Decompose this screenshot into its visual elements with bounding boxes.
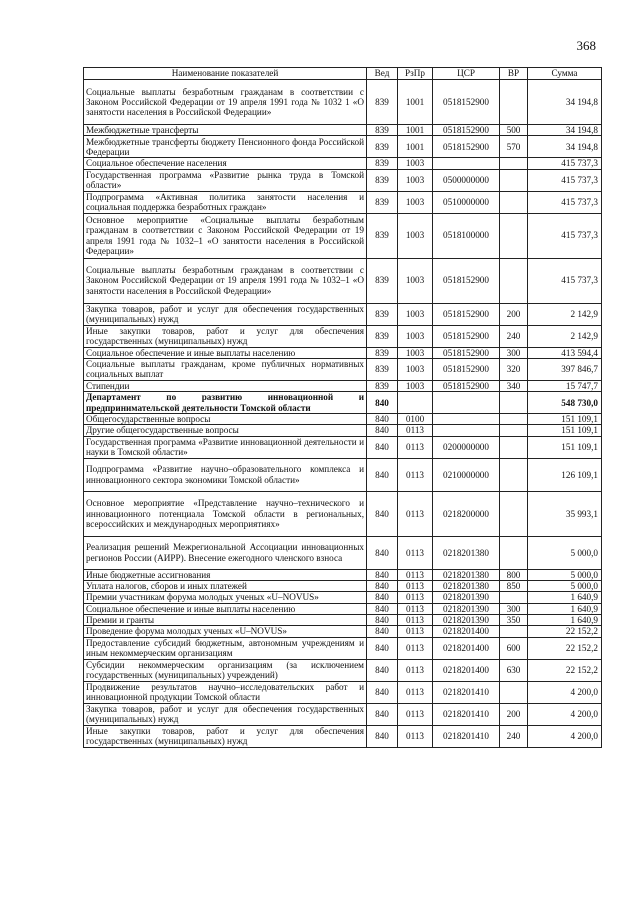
table-row [84, 136, 602, 158]
row-vr [500, 158, 528, 169]
table-row [84, 458, 602, 491]
row-csr: 0518152900 [433, 325, 500, 347]
row-name: Межбюджетные трансферты [84, 125, 367, 136]
row-vr: 200 [500, 303, 528, 325]
row-sum: 22 152,2 [528, 626, 602, 637]
row-csr: 0218201410 [433, 681, 500, 703]
row-ved: 839 [367, 380, 398, 391]
table-row [84, 425, 602, 436]
row-rzpr: 1003 [398, 258, 433, 303]
row-rzpr: 1003 [398, 303, 433, 325]
row-name: Реализация решений Межрегиональной Ассоциации инновационных регионов России (АИРР). Внесение ежегодного членского взноса [84, 536, 367, 569]
row-csr: 0218201400 [433, 626, 500, 637]
row-name: Основное мероприятие «Социальные выплаты безработным гражданам в соответствии с Законом Российской Федерации от 19 апреля 1991 года № 1032–1 «О занятости населения в Российской Федерации» [84, 213, 367, 258]
row-rzpr: 0113 [398, 614, 433, 625]
row-vr: 850 [500, 581, 528, 592]
row-rzpr: 1003 [398, 325, 433, 347]
table-row [84, 626, 602, 637]
row-name: Субсидии некоммерческим организациям (за исключением государственных (муниципальных) учреждений) [84, 659, 367, 681]
row-csr: 0218201410 [433, 725, 500, 747]
row-sum: 2 142,9 [528, 325, 602, 347]
row-vr: 320 [500, 358, 528, 380]
row-vr [500, 425, 528, 436]
row-sum: 4 200,0 [528, 681, 602, 703]
row-vr [500, 592, 528, 603]
row-csr: 0518152900 [433, 136, 500, 158]
row-sum: 22 152,2 [528, 637, 602, 659]
row-ved: 840 [367, 659, 398, 681]
row-csr: 0518152900 [433, 380, 500, 391]
table-row [84, 169, 602, 191]
row-ved: 840 [367, 425, 398, 436]
row-csr: 0218200000 [433, 491, 500, 536]
row-ved: 840 [367, 491, 398, 536]
row-csr: 0210000000 [433, 458, 500, 491]
row-rzpr: 0113 [398, 436, 433, 458]
row-csr: 0218201410 [433, 703, 500, 725]
row-ved: 839 [367, 80, 398, 125]
row-rzpr: 0113 [398, 425, 433, 436]
row-name: Государственная программа «Развитие инновационной деятельности и науки в Томской области» [84, 436, 367, 458]
row-vr: 600 [500, 637, 528, 659]
row-vr [500, 80, 528, 125]
row-vr: 300 [500, 347, 528, 358]
row-name: Стипендии [84, 380, 367, 391]
header-rzpr: РзПр [398, 68, 433, 80]
row-name: Основное мероприятие «Представление научно–технического и инновационного потенциала Томской области в региональных, всероссийских и международных мероприятиях» [84, 491, 367, 536]
row-rzpr: 1003 [398, 169, 433, 191]
table-row [84, 581, 602, 592]
table-row [84, 603, 602, 614]
row-rzpr: 0113 [398, 569, 433, 580]
row-name: Другие общегосударственные вопросы [84, 425, 367, 436]
row-rzpr: 1003 [398, 347, 433, 358]
table-row [84, 491, 602, 536]
row-csr: 0500000000 [433, 169, 500, 191]
row-name: Социальные выплаты безработным гражданам в соответствии с Законом Российской Федерации от 19 апреля 1991 года № 1032 1 «О занятости населения в Российской Федерации» [84, 80, 367, 125]
row-ved: 840 [367, 603, 398, 614]
row-vr [500, 458, 528, 491]
row-sum: 34 194,8 [528, 80, 602, 125]
row-vr [500, 681, 528, 703]
row-vr: 240 [500, 325, 528, 347]
row-sum: 397 846,7 [528, 358, 602, 380]
row-rzpr: 0113 [398, 603, 433, 614]
row-csr: 0218201390 [433, 603, 500, 614]
row-sum: 1 640,9 [528, 592, 602, 603]
table-row [84, 614, 602, 625]
row-name: Закупка товаров, работ и услуг для обеспечения государственных (муниципальных) нужд [84, 303, 367, 325]
row-ved: 839 [367, 191, 398, 213]
table-row [84, 592, 602, 603]
row-ved: 839 [367, 347, 398, 358]
row-ved: 839 [367, 303, 398, 325]
header-vr: ВР [500, 68, 528, 80]
row-ved: 839 [367, 169, 398, 191]
row-vr [500, 491, 528, 536]
row-sum: 2 142,9 [528, 303, 602, 325]
row-name: Продвижение результатов научно–исследовательских работ и инновационной продукции Томской области [84, 681, 367, 703]
row-csr: 0518152900 [433, 258, 500, 303]
table-row [84, 703, 602, 725]
table-row [84, 347, 602, 358]
row-csr: 0218201400 [433, 659, 500, 681]
row-sum: 415 737,3 [528, 169, 602, 191]
row-vr [500, 414, 528, 425]
row-vr [500, 436, 528, 458]
row-rzpr: 1001 [398, 125, 433, 136]
row-sum: 126 109,1 [528, 458, 602, 491]
row-rzpr: 0113 [398, 536, 433, 569]
row-sum: 35 993,1 [528, 491, 602, 536]
row-csr: 0218201380 [433, 536, 500, 569]
row-name: Иные закупки товаров, работ и услуг для обеспечения государственных (муниципальных) нужд [84, 725, 367, 747]
row-csr: 0518100000 [433, 213, 500, 258]
row-name: Социальные выплаты безработным гражданам в соответствии с Законом Российской Федерации от 19 апреля 1991 года № 1032–1 «О занятости населения в Российской Федерации» [84, 258, 367, 303]
row-rzpr: 1003 [398, 158, 433, 169]
row-rzpr: 0113 [398, 626, 433, 637]
header-row [84, 68, 602, 80]
row-ved: 840 [367, 436, 398, 458]
row-ved: 839 [367, 325, 398, 347]
row-vr: 350 [500, 614, 528, 625]
row-sum: 548 730,0 [528, 392, 602, 414]
row-vr: 500 [500, 125, 528, 136]
row-vr [500, 191, 528, 213]
row-vr [500, 536, 528, 569]
row-vr: 300 [500, 603, 528, 614]
table-row [84, 380, 602, 391]
header-sum: Сумма [528, 68, 602, 80]
row-name: Иные бюджетные ассигнования [84, 569, 367, 580]
table-row [84, 191, 602, 213]
row-csr: 0218201390 [433, 592, 500, 603]
page-number: 368 [576, 38, 596, 53]
row-sum: 34 194,8 [528, 136, 602, 158]
row-csr: 0518152900 [433, 303, 500, 325]
row-csr [433, 425, 500, 436]
row-rzpr: 0113 [398, 491, 433, 536]
row-rzpr: 0113 [398, 703, 433, 725]
row-name: Иные закупки товаров, работ и услуг для обеспечения государственных (муниципальных) нужд [84, 325, 367, 347]
row-ved: 840 [367, 592, 398, 603]
row-name: Премии и гранты [84, 614, 367, 625]
row-sum: 5 000,0 [528, 581, 602, 592]
table-row [84, 80, 602, 125]
row-name: Уплата налогов, сборов и иных платежей [84, 581, 367, 592]
table-row [84, 392, 602, 414]
row-sum: 1 640,9 [528, 614, 602, 625]
row-sum: 5 000,0 [528, 569, 602, 580]
row-ved: 840 [367, 536, 398, 569]
row-rzpr: 0113 [398, 637, 433, 659]
row-sum: 151 109,1 [528, 414, 602, 425]
budget-table [83, 67, 602, 748]
row-rzpr: 1003 [398, 213, 433, 258]
row-vr: 800 [500, 569, 528, 580]
table-row [84, 125, 602, 136]
table-row [84, 303, 602, 325]
table-row [84, 659, 602, 681]
row-rzpr: 0113 [398, 458, 433, 491]
table-row [84, 414, 602, 425]
row-csr: 0218201380 [433, 569, 500, 580]
row-rzpr: 0113 [398, 659, 433, 681]
row-sum: 4 200,0 [528, 725, 602, 747]
row-rzpr: 1003 [398, 380, 433, 391]
row-csr: 0518152900 [433, 125, 500, 136]
row-rzpr: 0113 [398, 681, 433, 703]
row-vr [500, 213, 528, 258]
row-vr [500, 392, 528, 414]
row-ved: 840 [367, 614, 398, 625]
row-name: Общегосударственные вопросы [84, 414, 367, 425]
row-ved: 840 [367, 569, 398, 580]
row-sum: 151 109,1 [528, 425, 602, 436]
row-rzpr: 1001 [398, 80, 433, 125]
row-csr: 0518152900 [433, 80, 500, 125]
table-row [84, 536, 602, 569]
row-ved: 839 [367, 136, 398, 158]
row-name: Предоставление субсидий бюджетным, автономным учреждениям и иным некоммерческим организациям [84, 637, 367, 659]
row-ved: 840 [367, 725, 398, 747]
row-name: Государственная программа «Развитие рынка труда в Томской области» [84, 169, 367, 191]
row-sum: 413 594,4 [528, 347, 602, 358]
row-name: Социальное обеспечение населения [84, 158, 367, 169]
table-row [84, 637, 602, 659]
row-rzpr: 0113 [398, 592, 433, 603]
row-ved: 839 [367, 358, 398, 380]
table-row [84, 681, 602, 703]
row-name: Социальное обеспечение и иные выплаты населению [84, 347, 367, 358]
row-name: Департамент по развитию инновационной и предпринимательской деятельности Томской области [84, 392, 367, 414]
row-vr: 630 [500, 659, 528, 681]
row-rzpr: 0113 [398, 581, 433, 592]
row-sum: 34 194,8 [528, 125, 602, 136]
row-csr: 0218201390 [433, 614, 500, 625]
row-ved: 839 [367, 158, 398, 169]
row-rzpr: 1001 [398, 136, 433, 158]
row-sum: 415 737,3 [528, 258, 602, 303]
row-rzpr: 1003 [398, 358, 433, 380]
table-row [84, 158, 602, 169]
table-row [84, 436, 602, 458]
row-csr [433, 414, 500, 425]
row-csr: 0218201400 [433, 637, 500, 659]
row-name: Подпрограмма «Активная политика занятости населения и социальная поддержка безработных граждан» [84, 191, 367, 213]
row-csr: 0518152900 [433, 347, 500, 358]
row-csr: 0518152900 [433, 358, 500, 380]
row-vr: 240 [500, 725, 528, 747]
row-vr: 200 [500, 703, 528, 725]
row-sum: 415 737,3 [528, 191, 602, 213]
row-ved: 840 [367, 458, 398, 491]
table-row [84, 358, 602, 380]
table-body [84, 80, 602, 748]
header-name: Наименование показателей [84, 68, 367, 80]
row-sum: 1 640,9 [528, 603, 602, 614]
row-ved: 840 [367, 392, 398, 414]
row-name: Межбюджетные трансферты бюджету Пенсионного фонда Российской Федерации [84, 136, 367, 158]
table-row [84, 569, 602, 580]
row-sum: 5 000,0 [528, 536, 602, 569]
row-sum: 151 109,1 [528, 436, 602, 458]
row-csr: 0218201380 [433, 581, 500, 592]
header-csr: ЦСР [433, 68, 500, 80]
row-ved: 839 [367, 125, 398, 136]
header-ved: Вед [367, 68, 398, 80]
row-rzpr: 1003 [398, 191, 433, 213]
row-ved: 840 [367, 626, 398, 637]
row-vr: 570 [500, 136, 528, 158]
row-ved: 840 [367, 703, 398, 725]
table-row [84, 325, 602, 347]
row-ved: 839 [367, 213, 398, 258]
row-csr: 0200000000 [433, 436, 500, 458]
row-vr: 340 [500, 380, 528, 391]
row-name: Проведение форума молодых ученых «U–NOVUS» [84, 626, 367, 637]
row-rzpr: 0100 [398, 414, 433, 425]
row-ved: 840 [367, 637, 398, 659]
table-row [84, 725, 602, 747]
row-vr [500, 169, 528, 191]
row-ved: 840 [367, 581, 398, 592]
row-ved: 840 [367, 681, 398, 703]
row-csr [433, 392, 500, 414]
row-name: Подпрограмма «Развитие научно–образовательного комплекса и инновационного сектора экономики Томской области» [84, 458, 367, 491]
row-rzpr [398, 392, 433, 414]
row-ved: 840 [367, 414, 398, 425]
table-row [84, 258, 602, 303]
row-csr: 0510000000 [433, 191, 500, 213]
row-vr [500, 626, 528, 637]
row-ved: 839 [367, 258, 398, 303]
row-sum: 15 747,7 [528, 380, 602, 391]
row-name: Социальные выплаты гражданам, кроме публичных нормативных социальных выплат [84, 358, 367, 380]
table-row [84, 213, 602, 258]
row-sum: 415 737,3 [528, 158, 602, 169]
row-name: Социальное обеспечение и иные выплаты населению [84, 603, 367, 614]
row-name: Закупка товаров, работ и услуг для обеспечения государственных (муниципальных) нужд [84, 703, 367, 725]
row-rzpr: 0113 [398, 725, 433, 747]
row-vr [500, 258, 528, 303]
row-csr [433, 158, 500, 169]
row-sum: 4 200,0 [528, 703, 602, 725]
row-sum: 415 737,3 [528, 213, 602, 258]
row-sum: 22 152,2 [528, 659, 602, 681]
row-name: Премии участникам форума молодых ученых «U–NOVUS» [84, 592, 367, 603]
